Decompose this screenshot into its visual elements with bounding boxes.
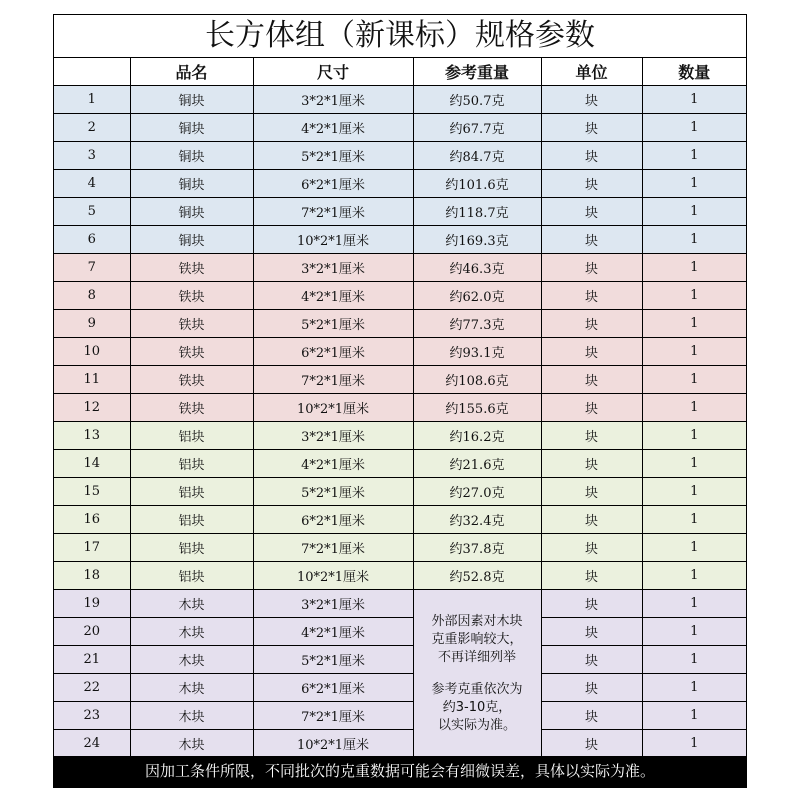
note-line: 以实际为准。 — [437, 717, 516, 733]
row-quantity: 1 — [642, 142, 746, 170]
table-row — [54, 562, 746, 590]
table-row — [54, 282, 746, 310]
row-name: 铝块 — [130, 506, 253, 534]
row-index: 14 — [54, 450, 130, 478]
row-size: 7*2*1厘米 — [253, 198, 413, 226]
row-name: 木块 — [130, 702, 253, 730]
row-name: 铝块 — [130, 422, 253, 450]
row-size: 4*2*1厘米 — [253, 618, 413, 646]
row-index: 8 — [54, 282, 130, 310]
table-row — [54, 422, 746, 450]
row-index: 2 — [54, 114, 130, 142]
row-weight: 约46.3克 — [413, 254, 541, 282]
row-size: 4*2*1厘米 — [253, 114, 413, 142]
table-row — [54, 114, 746, 142]
row-index: 5 — [54, 198, 130, 226]
row-unit: 块 — [541, 394, 642, 422]
row-name: 铜块 — [130, 142, 253, 170]
row-name: 铜块 — [130, 86, 253, 114]
header-index — [54, 58, 130, 86]
page-title: 长方体组（新课标）规格参数 — [54, 15, 746, 58]
row-index: 24 — [54, 730, 130, 758]
note-line: 不再详细列举 — [437, 649, 516, 665]
row-weight: 约77.3克 — [413, 310, 541, 338]
row-weight: 约52.8克 — [413, 562, 541, 590]
row-quantity: 1 — [642, 646, 746, 674]
row-quantity: 1 — [642, 674, 746, 702]
row-index: 11 — [54, 366, 130, 394]
row-index: 6 — [54, 226, 130, 254]
row-index: 3 — [54, 142, 130, 170]
header-size: 尺寸 — [253, 58, 413, 86]
row-unit: 块 — [541, 86, 642, 114]
row-weight: 约101.6克 — [413, 170, 541, 198]
row-quantity: 1 — [642, 366, 746, 394]
row-name: 铁块 — [130, 254, 253, 282]
row-name: 铁块 — [130, 366, 253, 394]
table-row — [54, 534, 746, 562]
table-row — [54, 86, 746, 114]
row-weight: 约108.6克 — [413, 366, 541, 394]
row-unit: 块 — [541, 338, 642, 366]
row-name: 铜块 — [130, 226, 253, 254]
row-index: 17 — [54, 534, 130, 562]
row-weight: 约169.3克 — [413, 226, 541, 254]
row-unit: 块 — [541, 534, 642, 562]
row-unit: 块 — [541, 618, 642, 646]
note-line: 约3-10克， — [442, 699, 512, 715]
table-row — [54, 590, 746, 618]
row-name: 铁块 — [130, 338, 253, 366]
row-unit: 块 — [541, 590, 642, 618]
row-name: 铝块 — [130, 562, 253, 590]
row-name: 铜块 — [130, 114, 253, 142]
row-quantity: 1 — [642, 478, 746, 506]
row-name: 木块 — [130, 730, 253, 758]
row-quantity: 1 — [642, 338, 746, 366]
note-spacer — [414, 667, 541, 681]
row-weight: 约155.6克 — [413, 394, 541, 422]
row-name: 木块 — [130, 646, 253, 674]
header-quantity: 数量 — [642, 58, 746, 86]
table-header-row — [54, 58, 746, 86]
row-size: 7*2*1厘米 — [253, 702, 413, 730]
row-quantity: 1 — [642, 198, 746, 226]
row-unit: 块 — [541, 310, 642, 338]
row-size: 5*2*1厘米 — [253, 478, 413, 506]
row-name: 铜块 — [130, 170, 253, 198]
table-row — [54, 478, 746, 506]
row-name: 铜块 — [130, 198, 253, 226]
row-size: 10*2*1厘米 — [253, 730, 413, 758]
row-weight: 约84.7克 — [413, 142, 541, 170]
row-weight: 约32.4克 — [413, 506, 541, 534]
row-unit: 块 — [541, 170, 642, 198]
row-size: 3*2*1厘米 — [253, 422, 413, 450]
row-size: 7*2*1厘米 — [253, 534, 413, 562]
row-index: 23 — [54, 702, 130, 730]
row-unit: 块 — [541, 562, 642, 590]
row-size: 6*2*1厘米 — [253, 506, 413, 534]
row-quantity: 1 — [642, 618, 746, 646]
row-size: 5*2*1厘米 — [253, 646, 413, 674]
header-unit: 单位 — [541, 58, 642, 86]
row-weight: 约67.7克 — [413, 114, 541, 142]
row-index: 12 — [54, 394, 130, 422]
wood-weight-note — [413, 590, 541, 758]
table-row — [54, 394, 746, 422]
row-size: 10*2*1厘米 — [253, 394, 413, 422]
table-body — [54, 86, 746, 758]
table-row — [54, 618, 746, 646]
row-size: 10*2*1厘米 — [253, 562, 413, 590]
row-size: 6*2*1厘米 — [253, 338, 413, 366]
row-size: 3*2*1厘米 — [253, 590, 413, 618]
row-size: 4*2*1厘米 — [253, 450, 413, 478]
table-row — [54, 198, 746, 226]
row-weight: 约93.1克 — [413, 338, 541, 366]
row-quantity: 1 — [642, 310, 746, 338]
table-row — [54, 450, 746, 478]
row-quantity: 1 — [642, 170, 746, 198]
note-line: 外部因素对木块 — [431, 613, 523, 629]
row-unit: 块 — [541, 450, 642, 478]
table-row — [54, 170, 746, 198]
spec-table — [54, 58, 746, 758]
table-row — [54, 338, 746, 366]
row-size: 6*2*1厘米 — [253, 674, 413, 702]
row-name: 木块 — [130, 618, 253, 646]
row-unit: 块 — [541, 142, 642, 170]
row-weight: 约118.7克 — [413, 198, 541, 226]
row-name: 铝块 — [130, 450, 253, 478]
row-name: 铁块 — [130, 282, 253, 310]
row-index: 7 — [54, 254, 130, 282]
row-index: 21 — [54, 646, 130, 674]
row-index: 9 — [54, 310, 130, 338]
row-unit: 块 — [541, 730, 642, 758]
table-row — [54, 730, 746, 758]
row-name: 铝块 — [130, 478, 253, 506]
row-quantity: 1 — [642, 282, 746, 310]
row-quantity: 1 — [642, 702, 746, 730]
row-name: 铝块 — [130, 534, 253, 562]
header-weight: 参考重量 — [413, 58, 541, 86]
row-name: 铁块 — [130, 310, 253, 338]
row-quantity: 1 — [642, 394, 746, 422]
row-unit: 块 — [541, 702, 642, 730]
table-row — [54, 506, 746, 534]
row-quantity: 1 — [642, 86, 746, 114]
footer-disclaimer: 因加工条件所限，不同批次的克重数据可能会有细微误差，具体以实际为准。 — [54, 756, 746, 787]
row-name: 木块 — [130, 590, 253, 618]
note-line: 参考克重依次为 — [431, 681, 523, 697]
table-row — [54, 226, 746, 254]
row-unit: 块 — [541, 114, 642, 142]
table-row — [54, 254, 746, 282]
table-row — [54, 674, 746, 702]
row-quantity: 1 — [642, 506, 746, 534]
row-quantity: 1 — [642, 534, 746, 562]
row-index: 13 — [54, 422, 130, 450]
row-unit: 块 — [541, 506, 642, 534]
row-unit: 块 — [541, 366, 642, 394]
row-size: 3*2*1厘米 — [253, 86, 413, 114]
row-unit: 块 — [541, 646, 642, 674]
row-quantity: 1 — [642, 422, 746, 450]
row-index: 16 — [54, 506, 130, 534]
row-unit: 块 — [541, 674, 642, 702]
row-size: 10*2*1厘米 — [253, 226, 413, 254]
row-index: 10 — [54, 338, 130, 366]
row-index: 22 — [54, 674, 130, 702]
row-index: 18 — [54, 562, 130, 590]
row-weight: 约27.0克 — [413, 478, 541, 506]
row-size: 4*2*1厘米 — [253, 282, 413, 310]
row-index: 19 — [54, 590, 130, 618]
row-quantity: 1 — [642, 254, 746, 282]
row-name: 木块 — [130, 674, 253, 702]
row-unit: 块 — [541, 478, 642, 506]
row-index: 15 — [54, 478, 130, 506]
row-size: 6*2*1厘米 — [253, 170, 413, 198]
row-unit: 块 — [541, 198, 642, 226]
row-quantity: 1 — [642, 114, 746, 142]
row-unit: 块 — [541, 254, 642, 282]
table-row — [54, 702, 746, 730]
row-unit: 块 — [541, 282, 642, 310]
row-index: 4 — [54, 170, 130, 198]
row-weight: 约62.0克 — [413, 282, 541, 310]
row-size: 3*2*1厘米 — [253, 254, 413, 282]
row-index: 20 — [54, 618, 130, 646]
row-quantity: 1 — [642, 226, 746, 254]
row-weight: 约16.2克 — [413, 422, 541, 450]
row-name: 铁块 — [130, 394, 253, 422]
note-line: 克重影响较大， — [431, 631, 523, 647]
row-quantity: 1 — [642, 562, 746, 590]
row-unit: 块 — [541, 422, 642, 450]
table-row — [54, 646, 746, 674]
table-row — [54, 366, 746, 394]
row-weight: 约37.8克 — [413, 534, 541, 562]
row-index: 1 — [54, 86, 130, 114]
row-size: 5*2*1厘米 — [253, 310, 413, 338]
spec-sheet — [53, 14, 747, 788]
table-row — [54, 310, 746, 338]
row-weight: 约21.6克 — [413, 450, 541, 478]
header-name: 品名 — [130, 58, 253, 86]
row-quantity: 1 — [642, 730, 746, 758]
table-row — [54, 142, 746, 170]
row-unit: 块 — [541, 226, 642, 254]
row-quantity: 1 — [642, 590, 746, 618]
row-size: 7*2*1厘米 — [253, 366, 413, 394]
row-weight: 约50.7克 — [413, 86, 541, 114]
row-quantity: 1 — [642, 450, 746, 478]
row-size: 5*2*1厘米 — [253, 142, 413, 170]
